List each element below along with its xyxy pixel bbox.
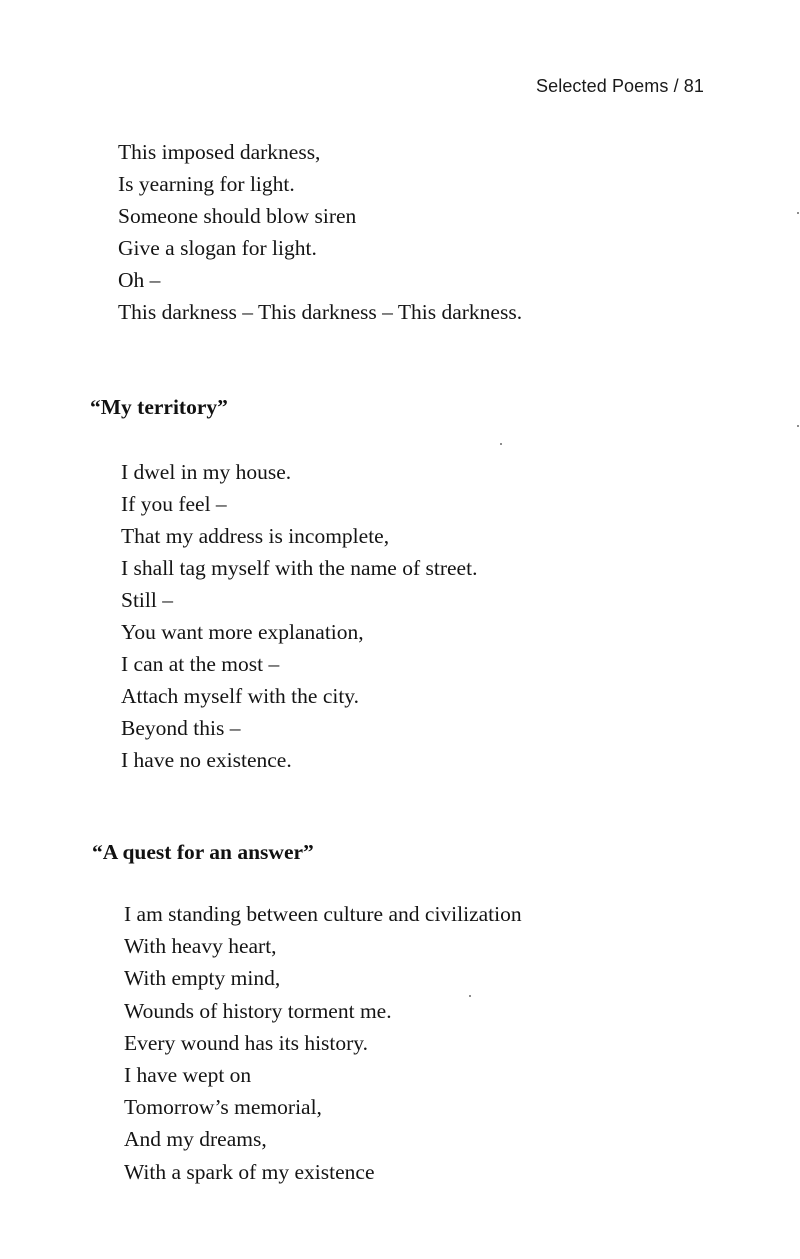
poem-line: Oh –	[118, 268, 161, 292]
poem-line: Every wound has its history.	[124, 1030, 369, 1055]
poem-line: Wounds of history torment me.	[124, 998, 392, 1023]
poem-line: This darkness – This darkness – This darkness.	[118, 300, 523, 324]
scan-speck	[469, 995, 471, 997]
poem-line: I have wept on	[124, 1062, 252, 1087]
poem-line: I can at the most –	[121, 652, 280, 676]
scan-speck	[797, 212, 799, 214]
poem-line: I shall tag myself with the name of street.	[121, 556, 478, 580]
poem-line: With empty mind,	[124, 966, 281, 991]
scan-speck	[500, 443, 502, 445]
poem-quest-stanza	[124, 898, 522, 1188]
scan-speck	[797, 425, 799, 427]
poem-line: Beyond this –	[121, 716, 241, 740]
poem-line: If you feel –	[121, 492, 227, 516]
poem-line: I am standing between culture and civilization	[124, 902, 522, 926]
poem-line: You want more explanation,	[121, 620, 364, 644]
poem-title-my-territory: “My territory”	[90, 395, 228, 419]
poem-line: Someone should blow siren	[118, 204, 357, 228]
running-head: Selected Poems / 81	[536, 76, 704, 96]
poem-line: Still –	[121, 588, 173, 612]
poem-line: Is yearning for light.	[118, 172, 295, 196]
poem-line: Tomorrow’s memorial,	[124, 1095, 322, 1120]
poem-line: This imposed darkness,	[118, 140, 321, 164]
poem-my-territory-stanza	[121, 456, 477, 776]
poem-line: That my address is incomplete,	[121, 524, 390, 548]
poem-line: Attach myself with the city.	[121, 684, 360, 708]
poem-continuation-stanza	[118, 136, 522, 328]
poem-line: I dwel in my house.	[121, 460, 292, 484]
poem-line: And my dreams,	[124, 1127, 267, 1152]
poem-line: I have no existence.	[121, 748, 292, 772]
poem-line: With heavy heart,	[124, 934, 277, 959]
poem-title-quest-for-answer: “A quest for an answer”	[92, 840, 314, 864]
poem-line: With a spark of my existence	[124, 1159, 375, 1184]
poem-line: Give a slogan for light.	[118, 236, 317, 260]
